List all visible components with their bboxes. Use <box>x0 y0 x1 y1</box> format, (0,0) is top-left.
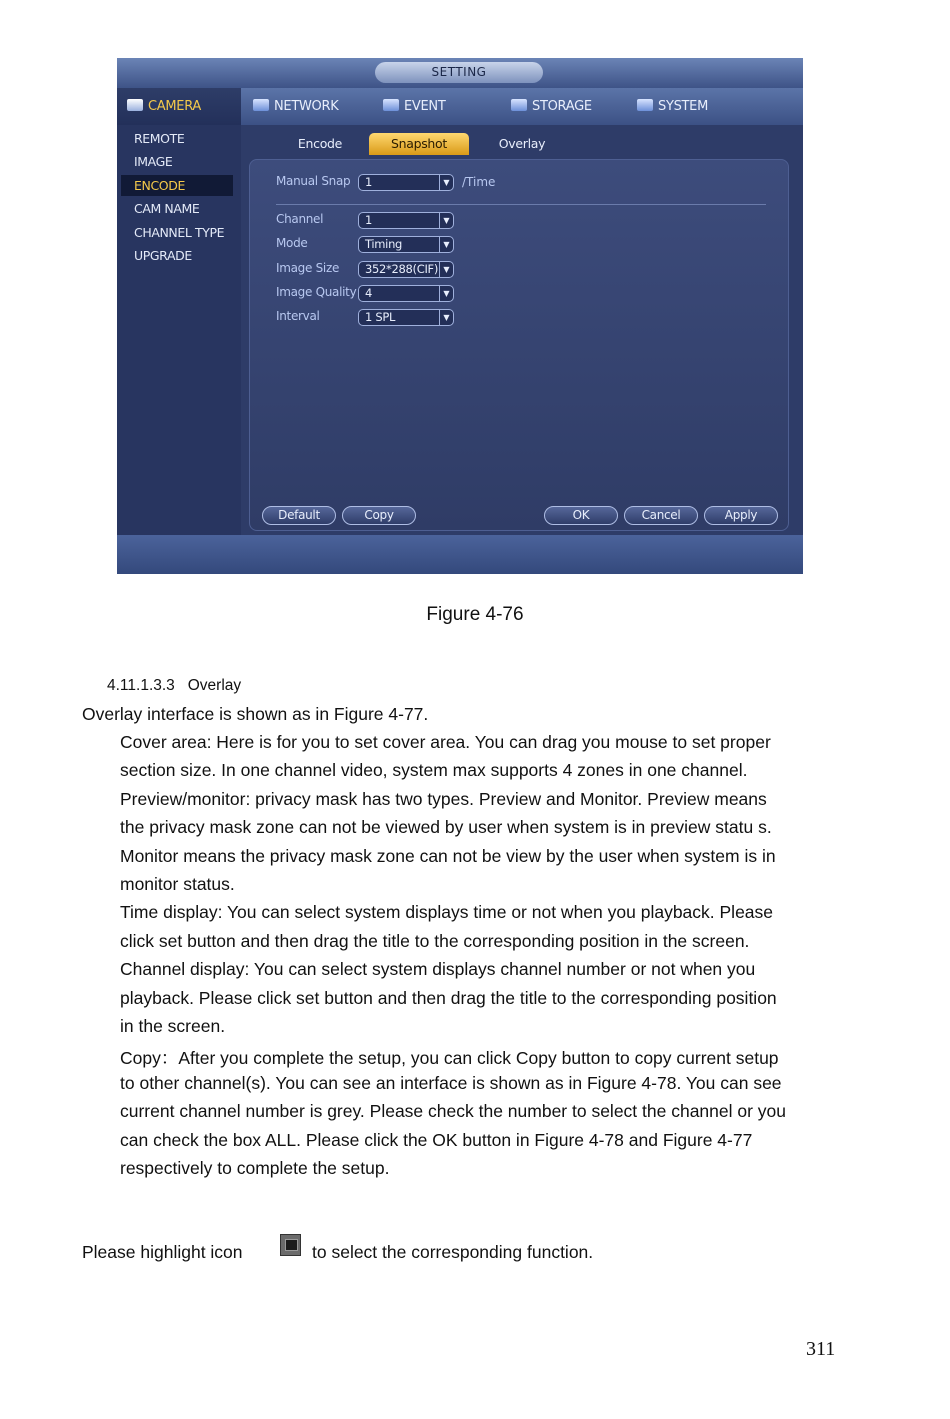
image-size-select[interactable]: 352*288(CIF) ▼ <box>358 261 454 278</box>
nav-item-upgrade[interactable]: UPGRADE <box>134 248 192 263</box>
tab-storage[interactable]: STORAGE <box>511 88 592 125</box>
bullet-2-line-2: the privacy mask zone can not be viewed by user when system is in preview statu s. <box>120 817 772 837</box>
bullet-4-line-2: playback. Please click set button and then drag the title to the corresponding position <box>120 988 777 1008</box>
image-quality-select[interactable]: 4 ▼ <box>358 285 454 302</box>
interval-label: Interval <box>276 309 320 323</box>
default-button[interactable]: Default <box>262 506 336 525</box>
figure-caption: Figure 4-76 <box>426 604 524 625</box>
storage-icon <box>511 99 527 111</box>
cancel-button[interactable]: Cancel <box>624 506 698 525</box>
nav-item-encode[interactable]: ENCODE <box>121 175 233 196</box>
bullet-1-line-2: section size. In one channel video, system max supports 4 zones in one channel. <box>120 760 748 780</box>
window-title: SETTING <box>375 62 543 83</box>
channel-select[interactable]: 1 ▼ <box>358 212 454 229</box>
subtab-snapshot[interactable]: Snapshot <box>369 133 469 155</box>
chevron-down-icon: ▼ <box>439 237 453 252</box>
tab-system[interactable]: SYSTEM <box>637 88 708 125</box>
tab-network[interactable]: NETWORK <box>253 88 338 125</box>
mode-label: Mode <box>276 236 308 250</box>
nav-item-channel-type[interactable]: CHANNEL TYPE <box>134 225 225 240</box>
content-area <box>241 125 803 535</box>
image-size-label: Image Size <box>276 261 340 275</box>
nav-item-image[interactable]: IMAGE <box>134 154 173 169</box>
bottom-bar <box>117 535 803 574</box>
nav-item-remote[interactable]: REMOTE <box>134 131 185 146</box>
manual-snap-label: Manual Snap <box>276 174 351 188</box>
bullet-3-line-2: click set button and then drag the title to the corresponding position in the screen. <box>120 931 750 951</box>
chevron-down-icon: ▼ <box>439 262 453 277</box>
mode-select[interactable]: Timing ▼ <box>358 236 454 253</box>
settings-screenshot <box>117 58 803 574</box>
title-bar <box>117 58 803 88</box>
left-nav <box>117 125 241 535</box>
bullet-4-line-3: in the screen. <box>120 1016 226 1036</box>
bullet-5-line-3: current channel number is grey. Please check the number to select the channel or you <box>120 1101 787 1121</box>
bullet-5-line-5: respectively to complete the setup. <box>120 1158 390 1178</box>
camera-icon <box>127 99 143 111</box>
section-number: 4.11.1.3.3 <box>107 677 175 694</box>
chevron-down-icon: ▼ <box>439 286 453 301</box>
bullet-5-line-1: Copy：After you complete the setup, you can click Copy button to copy current setup <box>120 1048 779 1068</box>
copy-button[interactable]: Copy <box>342 506 416 525</box>
event-icon <box>383 99 399 111</box>
ok-button[interactable]: OK <box>544 506 618 525</box>
section-title: Overlay <box>187 677 242 694</box>
snapshot-panel <box>249 159 789 531</box>
bullet-2-line-4: monitor status. <box>120 874 235 894</box>
bullet-5-line-2: to other channel(s). You can see an interface is shown as in Figure 4-78. You can see <box>120 1073 782 1093</box>
network-icon <box>253 99 269 111</box>
chevron-down-icon: ▼ <box>439 213 453 228</box>
manual-snap-select[interactable]: 1 ▼ <box>358 174 454 191</box>
bullet-2-line-1: Preview/monitor: privacy mask has two types. Preview and Monitor. Preview means <box>120 789 767 809</box>
apply-button[interactable]: Apply <box>704 506 778 525</box>
image-quality-label: Image Quality <box>276 285 357 299</box>
section-heading <box>107 677 241 695</box>
system-icon <box>637 99 653 111</box>
subtab-encode[interactable]: Encode <box>297 136 343 151</box>
divider <box>276 204 766 205</box>
highlight-text-after: to select the corresponding function. <box>312 1242 594 1262</box>
tab-camera[interactable]: CAMERA <box>117 88 241 125</box>
manual-snap-unit: /Time <box>462 175 496 189</box>
bullet-5-line-4: can check the box ALL. Please click the OK button in Figure 4-78 and Figure 4-77 <box>120 1130 753 1150</box>
highlight-text-before: Please highlight icon <box>82 1242 243 1262</box>
highlight-icon <box>280 1234 301 1256</box>
chevron-down-icon: ▼ <box>439 175 453 190</box>
subtab-overlay[interactable]: Overlay <box>498 136 546 151</box>
bullet-3-line-1: Time display: You can select system displays time or not when you playback. Please <box>120 902 774 922</box>
nav-item-cam-name[interactable]: CAM NAME <box>134 201 200 216</box>
bullet-2-line-3: Monitor means the privacy mask zone can not be view by the user when system is in <box>120 846 776 866</box>
bullet-4-line-1: Channel display: You can select system displays channel number or not when you <box>120 959 756 979</box>
bullet-1-line-1: Cover area: Here is for you to set cover area. You can drag you mouse to set proper <box>120 732 771 752</box>
top-tab-bar <box>117 88 803 125</box>
intro-paragraph: Overlay interface is shown as in Figure 4-77. <box>82 704 429 724</box>
tab-event[interactable]: EVENT <box>383 88 446 125</box>
channel-label: Channel <box>276 212 324 226</box>
page-number: 311 <box>806 1338 836 1360</box>
interval-select[interactable]: 1 SPL ▼ <box>358 309 454 326</box>
chevron-down-icon: ▼ <box>439 310 453 325</box>
